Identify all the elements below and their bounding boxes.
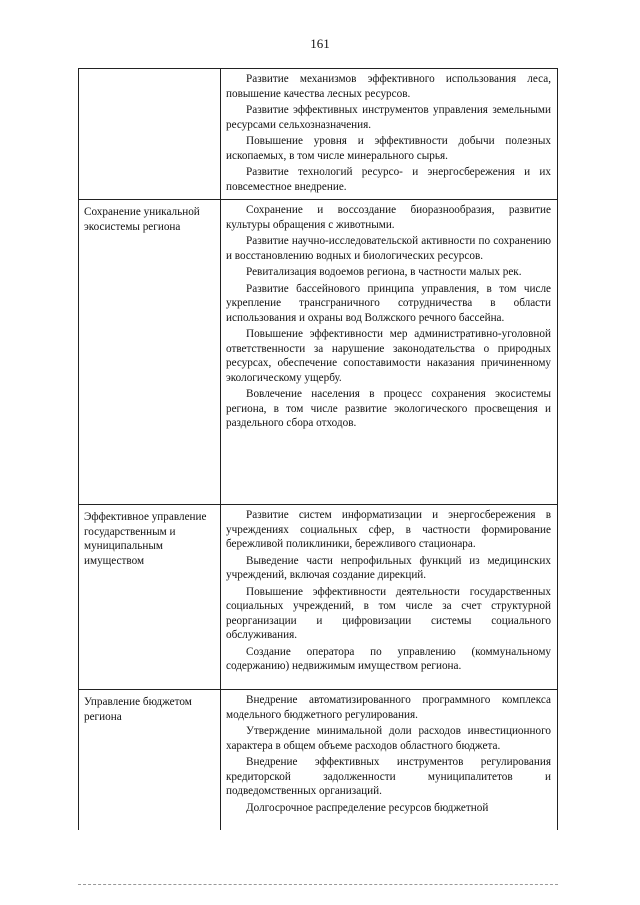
page-number: 161	[310, 36, 330, 51]
strategy-table	[78, 68, 558, 830]
direction-cell	[79, 505, 221, 690]
measure-text: Утверждение минимальной доли расходов инвестиционного характера в общем объеме расходов областного бюджета.	[226, 725, 551, 752]
direction-label	[84, 72, 214, 74]
measure-text: Вовлечение населения в процесс сохранения экосистемы региона, в том числе развитие экологического просвещения и раздельного сбора отходов.	[226, 388, 551, 429]
measure-text: Развитие бассейнового принципа управления, в том числе укрепление трансграничного сотрудничества в области использования и охраны вод Волжского речного бассейна.	[226, 282, 551, 324]
measure-text: Повышение эффективности мер административно-уголовной ответственности за нарушение законодательства о природных ресурсах, обеспечение сопоставимости наказания причиненному экологическому ущербу.	[226, 328, 551, 384]
measure-text: Внедрение автоматизированного программного комплекса модельного бюджетного регулирования.	[226, 694, 551, 721]
measure-text: Повышение эффективности деятельности государственных социальных учреждений, в том числе за счет структурной реорганизации и цифровизации системы социального обслуживания.	[226, 585, 551, 641]
measure-text: Развитие технологий ресурсо- и энергосбережения и их повсеместное внедрение.	[226, 166, 551, 193]
measure-text: Сохранение и воссоздание биоразнообразия, развитие культуры обращения с животными.	[226, 204, 551, 231]
measure-text: Развитие научно-исследовательской активности по сохранению и восстановлению водных и биологических ресурсов.	[226, 235, 551, 262]
measures-cell	[221, 505, 558, 690]
page-bottom-edge	[78, 884, 558, 887]
table-row	[79, 200, 558, 505]
direction-cell	[79, 200, 221, 505]
direction-label: Сохранение уникальной экосистемы региона	[84, 206, 200, 233]
table-row	[79, 505, 558, 690]
table-row	[79, 69, 558, 200]
measure-text: Развитие эффективных инструментов управления земельными ресурсами сельхозназначения.	[226, 104, 551, 131]
direction-label: Эффективное управление государственным и муниципальным имуществом	[84, 511, 207, 567]
measures-cell	[221, 690, 558, 831]
measure-text: Развитие систем информатизации и энергосбережения в учреждениях социальных сфер, в частности формирование бережливой поликлиники, бережливого стационара.	[226, 509, 551, 550]
measure-text: Развитие механизмов эффективного использования леса, повышение качества лесных ресурсов.	[226, 73, 551, 100]
direction-cell	[79, 690, 221, 831]
table-row	[79, 690, 558, 831]
direction-label: Управление бюджетом региона	[84, 696, 192, 723]
measures-cell	[221, 69, 558, 200]
measure-text: Ревитализация водоемов региона, в частности малых рек.	[246, 266, 522, 278]
direction-cell	[79, 69, 221, 200]
measure-text: Внедрение эффективных инструментов регулирования кредиторской задолженности муниципалитетов и подведомственных организаций.	[226, 756, 551, 797]
measure-text: Выведение части непрофильных функций из медицинских учреждений, включая создание дирекций.	[226, 554, 551, 581]
measure-text: Долгосрочное распределение ресурсов бюджетной	[246, 801, 489, 814]
measure-text: Повышение уровня и эффективности добычи полезных ископаемых, в том числе минерального сырья.	[226, 135, 551, 162]
measure-text: Создание оператора по управлению (коммунальному содержанию) недвижимым имуществом региона.	[226, 645, 551, 672]
measures-cell	[221, 200, 558, 505]
